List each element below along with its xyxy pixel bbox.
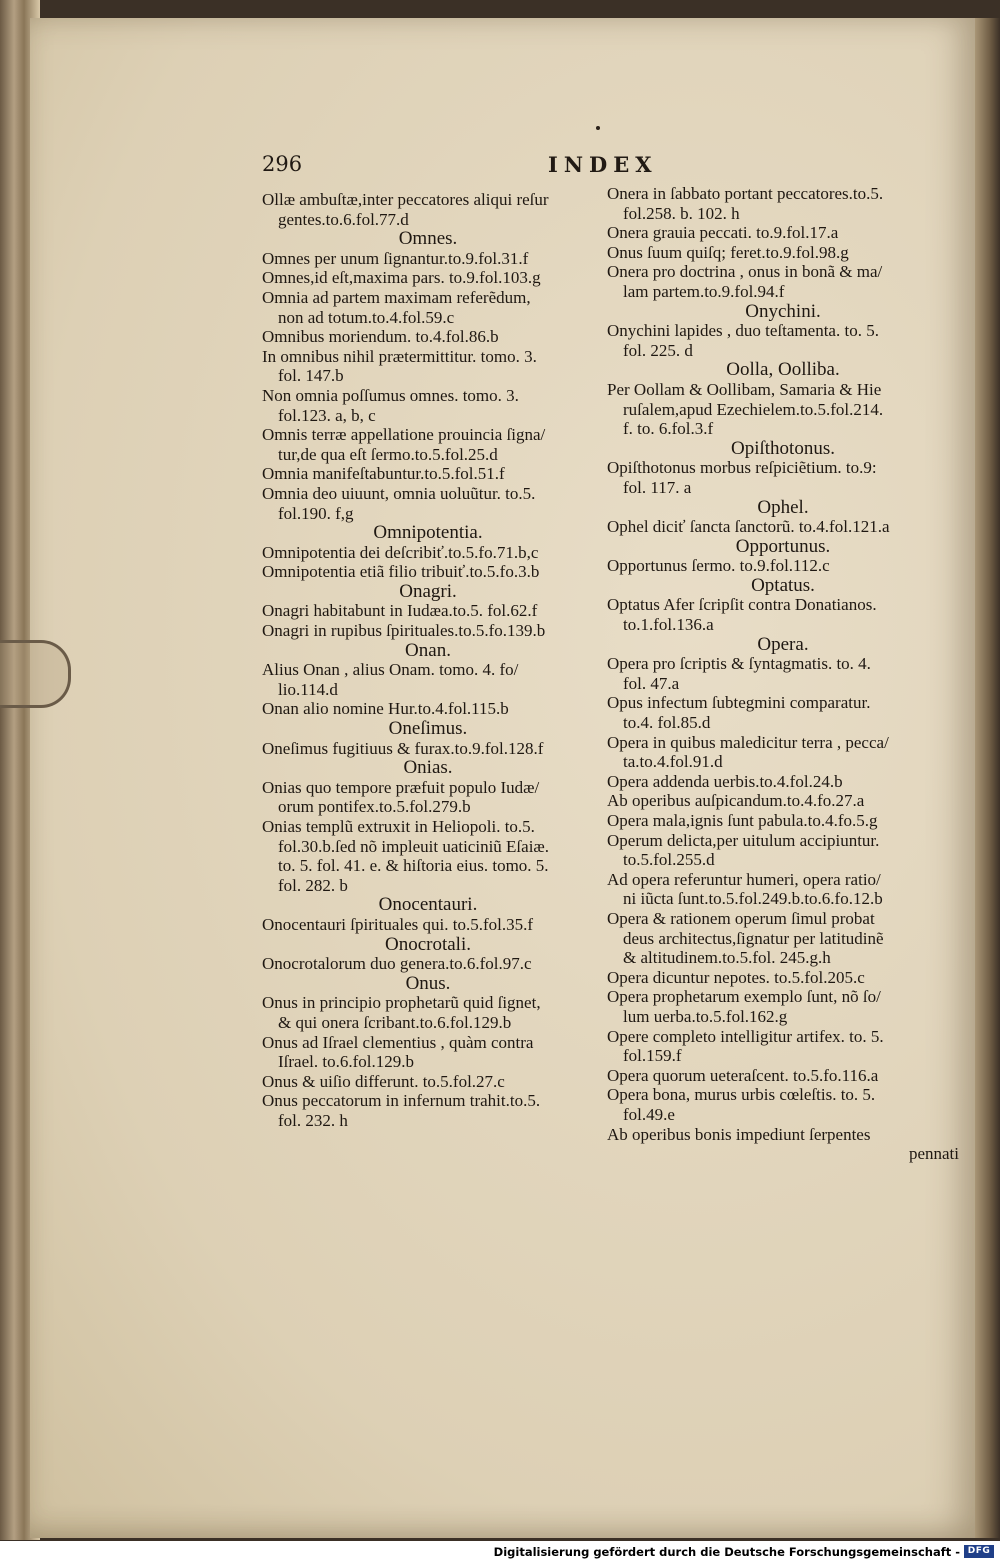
index-entry: fol. 282. b [278,875,348,895]
index-entry: fol.30.b.ſed nõ impleuit uaticiniũ Eſaiæ. [278,836,550,856]
index-entry: f. to. 6.fol.3.f [623,419,714,439]
index-heading: Optatus. [751,574,815,596]
index-entry: & qui onera ſcribant.to.6.fol.129.b [278,1012,512,1032]
index-entry: Oneſimus fugitiuus & furax.to.9.fol.128.f [262,738,544,758]
index-entry: Omnibus moriendum. to.4.fol.86.b [262,327,499,347]
index-entry: gentes.to.6.fol.77.d [278,209,409,229]
index-entry: Onera pro doctrina , onus in bonã & ma/ [607,262,883,282]
index-entry: to.1.fol.136.a [623,615,714,635]
index-entry: Omnia ad partem maximam referẽdum, [262,287,531,307]
index-entry: Onus ad Iſrael clementius , quàm contra [262,1032,534,1052]
index-entry: Onan alio nomine Hur.to.4.fol.115.b [262,699,509,719]
index-heading: Onocentauri. [378,894,478,916]
page-right-edge [975,18,1000,1538]
index-entry: Opiſthotonus morbus reſpiciẽtium. to.9: [607,458,877,478]
index-entry: Omnes per unum ſignantur.to.9.fol.31.f [262,248,529,268]
index-entry: fol.159.f [623,1046,682,1066]
digitization-footer [0,1541,1000,1563]
index-entry: Opportunus ſermo. to.9.fol.112.c [607,556,830,576]
index-heading: Onan. [405,639,451,661]
index-entry: Opera in quibus maledicitur terra , pecca/ [607,732,889,752]
index-entry: ni iũcta ſunt.to.5.fol.249.b.to.6.fo.12.b [623,889,883,909]
index-entry: In omnibus nihil prætermittitur. tomo. 3. [262,346,537,366]
index-entry: to. 5. fol. 41. e. & hiſtoria eius. tomo. 5. [278,856,549,876]
index-entry: lio.114.d [278,679,338,699]
index-entry: Ophel diciť ſancta ſanctorũ. to.4.fol.121.a [607,517,890,537]
index-heading: Opiſthotonus. [731,437,835,459]
index-entry: fol. 225. d [623,340,693,360]
index-entry: to.4. fol.85.d [623,713,711,733]
index-entry: Onocrotalorum duo genera.to.6.fol.97.c [262,954,532,974]
page-clip-icon [0,640,71,708]
index-entry: Onocentauri ſpirituales qui. to.5.fol.35.f [262,914,533,934]
index-heading: Oolla, Oolliba. [726,359,840,381]
index-entry: ta.to.4.fol.91.d [623,752,723,772]
index-entry: Omnia manifeſtabuntur.to.5.fol.51.f [262,464,505,484]
index-entry: Opere completo intelligitur artifex. to. 5. [607,1026,884,1046]
index-entry: Omnipotentia dei deſcribiť.to.5.fo.71.b,c [262,542,539,562]
index-entry: non ad totum.to.4.fol.59.c [278,307,455,327]
index-heading: Onocrotali. [384,933,471,955]
footer-credit: Digitalisierung gefördert durch die Deutsche Forschungsgemeinschaft - [493,1545,960,1559]
index-entry: Ab operibus auſpicandum.to.4.fo.27.a [607,791,865,811]
index-entry: to.5.fol.255.d [623,850,715,870]
index-entry: Opera bona, murus urbis cœleſtis. to. 5. [607,1085,876,1105]
index-entry: Onus ſuum quiſq; feret.to.9.fol.98.g [607,242,849,262]
index-heading: Onagri. [399,580,457,602]
index-entry: Omnipotentia etiã filio tribuiť.to.5.fo.3.b [262,562,540,582]
index-entry: Opera prophetarum exemplo ſunt, nõ ſo/ [607,987,881,1007]
index-entry: ruſalem,apud Ezechielem.to.5.fol.214. [623,399,884,419]
index-entry: Optatus Afer ſcripſit contra Donatianos. [607,595,877,615]
index-entry: Opus infectum ſubtegmini comparatur. [607,693,871,713]
index-heading: Ophel. [757,496,809,518]
index-entry: fol.123. a, b, c [278,405,376,425]
index-entry: Onus & uiſio differunt. to.5.fol.27.c [262,1071,505,1091]
index-entry: lum uerba.to.5.fol.162.g [623,1006,788,1026]
index-entry: Omnis terræ appellatione prouincia ſigna/ [262,425,546,445]
dfg-logo-icon: DFG [964,1545,994,1558]
index-entry: Per Oollam & Oollibam, Samaria & Hie [607,379,882,399]
index-entry: Opera mala,ignis ſunt pabula.to.4.fo.5.g [607,811,878,830]
index-entry: Ab operibus bonis impediunt ſerpentes [607,1124,871,1144]
index-entry: fol.258. b. 102. h [623,203,740,223]
index-entry: Opera dicuntur nepotes. to.5.fol.205.c [607,967,865,987]
index-column-left [262,190,594,1131]
index-entry: tur,de qua eſt ſermo.to.5.fol.25.d [278,444,498,464]
ink-dot [596,126,600,130]
index-entry: Non omnia poſſumus omnes. tomo. 3. [262,385,519,405]
index-entry: Onias templũ extruxit in Heliopoli. to.5. [262,817,535,836]
index-entry: & altitudinem.to.5.fol. 245.g.h [623,948,831,968]
index-entry: fol.190. f,g [278,503,354,523]
index-entry: fol. 147.b [278,366,344,386]
index-heading: Oneſimus. [388,718,468,740]
index-heading: Opera. [757,633,809,655]
index-entry: fol.49.e [623,1104,675,1124]
index-entry: Omnia deo uiuunt, omnia uoluũtur. to.5. [262,483,536,503]
index-entry: fol. 117. a [623,477,692,497]
index-entry: deus architectus,ſignatur per latitudinẽ [623,928,884,948]
index-entry: Opera & rationem operum ſimul probat [607,908,875,928]
catchword: pennati [908,1144,959,1164]
page-number: 296 [262,152,303,176]
index-heading: Omnipotentia. [373,522,483,544]
index-entry: Opera pro ſcriptis & ſyntagmatis. to. 4. [607,654,871,674]
index-entry: orum pontifex.to.5.fol.279.b [278,797,471,817]
index-entry: Onagri in rupibus ſpirituales.to.5.fo.139.b [262,621,546,641]
index-entry: Onias quo tempore præfuit populo Iudæ/ [262,777,540,797]
index-heading: Omnes. [398,228,458,250]
index-entry: Ollæ ambuſtæ,inter peccatores aliqui reſur [262,190,549,209]
index-entry: Onera grauia peccati. to.9.fol.17.a [607,223,839,243]
index-heading: Opportunus. [735,535,831,557]
page-title: INDEX [548,152,658,177]
index-entry: Onera in ſabbato portant peccatores.to.5. [607,184,884,203]
index-entry: lam partem.to.9.fol.94.f [623,281,785,301]
index-entry: Operum delicta,per uitulum accipiuntur. [607,830,880,850]
index-entry: Onus in principio prophetarũ quid ſignet, [262,993,541,1013]
index-heading: Onus. [405,972,451,994]
index-entry: Opera quorum ueteraſcent. to.5.fo.116.a [607,1065,879,1085]
index-entry: fol. 232. h [278,1110,348,1130]
index-entry: Onychini lapides , duo teſtamenta. to. 5. [607,321,879,341]
index-entry: fol. 47.a [623,673,680,693]
index-entry: Alius Onan , alius Onam. tomo. 4. fo/ [262,660,519,680]
index-entry: Ad opera referuntur humeri, opera ratio/ [607,869,881,889]
page-header [262,152,962,182]
index-entry: Opera addenda uerbis.to.4.fol.24.b [607,771,843,791]
index-column-right [607,184,959,1164]
index-entry: Onus peccatorum in infernum trahit.to.5. [262,1091,541,1111]
index-entry: Iſrael. to.6.fol.129.b [278,1052,414,1072]
index-entry: Onagri habitabunt in Iudæa.to.5. fol.62.f [262,601,538,621]
index-entry: Omnes,id eſt,maxima pars. to.9.fol.103.g [262,268,541,288]
index-heading: Onychini. [745,300,821,322]
index-heading: Onias. [403,757,453,779]
